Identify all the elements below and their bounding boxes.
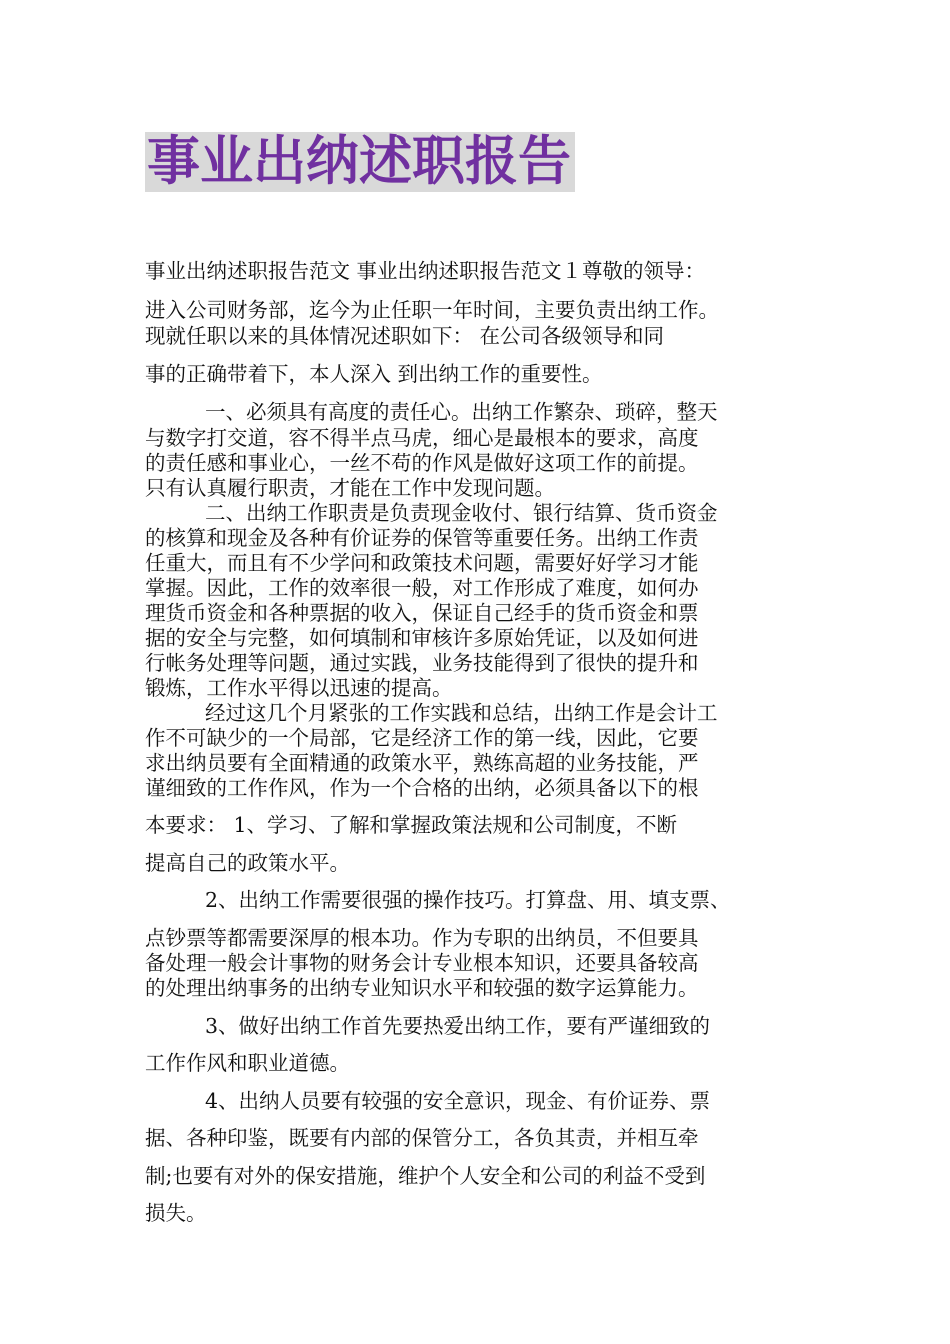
paragraph-line: 点钞票等都需要深厚的根本功。作为专职的出纳员，不但要具 bbox=[145, 926, 699, 950]
paragraph-line: 提高自己的政策水平。 bbox=[145, 851, 350, 875]
paragraph-line: 事业出纳述职报告范文 事业出纳述职报告范文１尊敬的领导： bbox=[145, 259, 706, 283]
paragraph-line: 2、出纳工作需要很强的操作技巧。打算盘、用、填支票、 bbox=[205, 888, 731, 912]
paragraph-line: 作不可缺少的一个局部，它是经济工作的第一线，因此，它要 bbox=[145, 726, 699, 750]
paragraph-line: 据的安全与完整，如何填制和审核许多原始凭证，以及如何进 bbox=[145, 626, 699, 650]
paragraph-line: 行帐务处理等问题，通过实践，业务技能得到了很快的提升和 bbox=[145, 651, 699, 675]
paragraph-line: 事的正确带着下，本人深入 到出纳工作的重要性。 bbox=[145, 362, 603, 386]
paragraph-line: 求出纳员要有全面精通的政策水平，熟练高超的业务技能，严 bbox=[145, 751, 699, 775]
paragraph-line: 经过这几个月紧张的工作实践和总结，出纳工作是会计工 bbox=[205, 701, 718, 725]
paragraph-line: 4、出纳人员要有较强的安全意识，现金、有价证券、票 bbox=[205, 1089, 711, 1113]
paragraph-line: 与数字打交道，容不得半点马虎，细心是最根本的要求，高度 bbox=[145, 426, 699, 450]
paragraph-line: 的核算和现金及各种有价证券的保管等重要任务。出纳工作责 bbox=[145, 526, 699, 550]
paragraph-line: 掌握。因此，工作的效率很一般，对工作形成了难度，如何办 bbox=[145, 576, 699, 600]
paragraph-line: 现就任职以来的具体情况述职如下： 在公司各级领导和同 bbox=[145, 324, 665, 348]
paragraph-line: 任重大，而且有不少学问和政策技术问题，需要好好学习才能 bbox=[145, 551, 699, 575]
paragraph-line: 一、必须具有高度的责任心。出纳工作繁杂、琐碎，整天 bbox=[205, 400, 718, 424]
paragraph-line: 的处理出纳事务的出纳专业知识水平和较强的数字运算能力。 bbox=[145, 976, 699, 1000]
paragraph-line: 的责任感和事业心，一丝不苟的作风是做好这项工作的前提。 bbox=[145, 451, 699, 475]
paragraph-line: 损失。 bbox=[145, 1201, 207, 1225]
paragraph-line: 工作作风和职业道德。 bbox=[145, 1051, 350, 1075]
paragraph-line: 二、出纳工作职责是负责现金收付、银行结算、货币资金 bbox=[205, 501, 718, 525]
paragraph-line: 进入公司财务部，迄今为止任职一年时间，主要负责出纳工作。 bbox=[145, 298, 719, 322]
paragraph-line: 3、做好出纳工作首先要热爱出纳工作，要有严谨细致的 bbox=[205, 1014, 711, 1038]
paragraph-line: 理货币资金和各种票据的收入，保证自己经手的货币资金和票 bbox=[145, 601, 699, 625]
paragraph-line: 制;也要有对外的保安措施，维护个人安全和公司的利益不受到 bbox=[145, 1164, 706, 1188]
paragraph-line: 备处理一般会计事物的财务会计专业根本知识，还要具备较高 bbox=[145, 951, 699, 975]
paragraph-line: 谨细致的工作作风，作为一个合格的出纳，必须具备以下的根 bbox=[145, 776, 699, 800]
document-title: 事业出纳述职报告 bbox=[145, 132, 575, 192]
paragraph-line: 本要求： 1、学习、了解和掌握政策法规和公司制度，不断 bbox=[145, 813, 678, 837]
paragraph-line: 据、各种印鉴，既要有内部的保管分工，各负其责，并相互牵 bbox=[145, 1126, 699, 1150]
paragraph-line: 只有认真履行职责，才能在工作中发现问题。 bbox=[145, 476, 555, 500]
paragraph-line: 锻炼，工作水平得以迅速的提高。 bbox=[145, 676, 453, 700]
